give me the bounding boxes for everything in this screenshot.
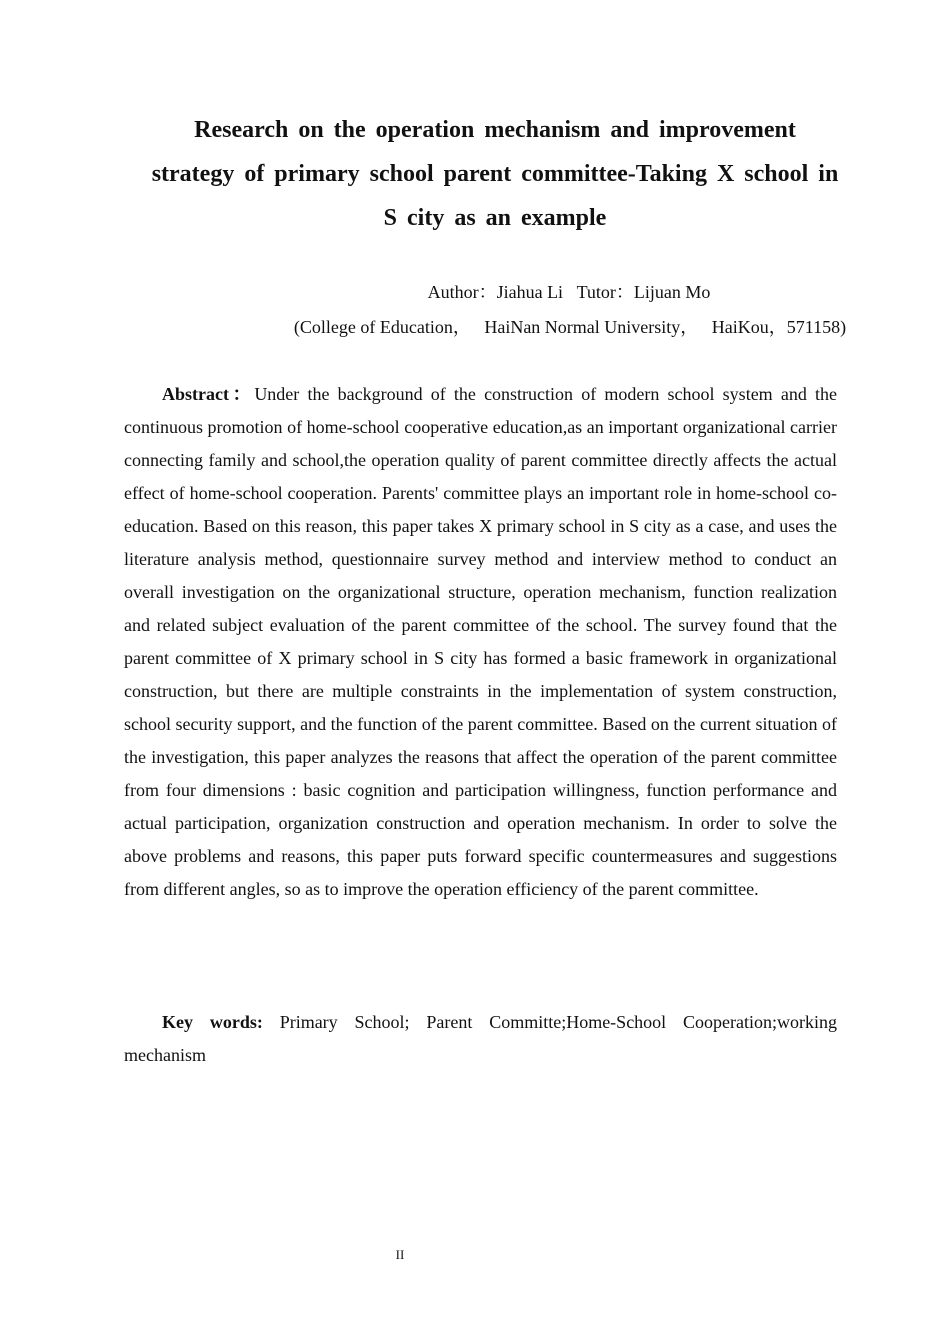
author-label: Author： — [427, 282, 497, 302]
abstract-label: Abstract： — [162, 384, 255, 404]
author-name: Jiahua Li — [496, 282, 564, 302]
keywords-paragraph — [124, 1006, 837, 1072]
tutor-label: Tutor： — [576, 282, 634, 302]
affiliation-city: HaiKou，571158) — [711, 317, 847, 337]
author-line — [120, 280, 880, 304]
abstract-paragraph — [124, 378, 837, 906]
affiliation-university: HaiNan Normal University， — [484, 317, 699, 337]
page-number: II — [395, 1247, 405, 1262]
keywords-text: Primary School; Parent Committe;Home-School Cooperation;working mechanism — [124, 1012, 837, 1065]
tutor-name: Lijuan Mo — [633, 282, 711, 302]
abstract-text: Under the background of the construction of modern school system and the continuous promotion of home-school cooperative education,as an important organizational carrier connecting family and school,the operation quality of parent committee directly affects the actual effect of home-school cooperation. Parents' committee plays an important role in home-school co-education. Based on this reason, this paper takes X primary school in S city as a case, and uses the literature analysis method, questionnaire survey method and interview method to conduct an overall investigation on the organizational structure, operation mechanism, function realization and related subject evaluation of the parent committee of the school. The survey found that the parent committee of X primary school in S city has formed a basic framework in organizational construction, but there are multiple constraints in the implementation of system construction, school security support, and the function of the parent committee. Based on the current situation of the investigation, this paper analyzes the reasons that affect the operation of the parent committee from four dimensions : basic cognition and participation willingness, function performance and actual participation, organization construction and operation mechanism. In order to solve the above problems and reasons, this paper puts forward specific countermeasures and suggestions from different angles, so as to improve the operation efficiency of the parent committee. — [124, 384, 837, 899]
keywords-label: Key words: — [162, 1012, 263, 1032]
paper-title: Research on the operation mechanism and improvement strategy of primary school parent committee-Taking X school in S city as an example — [151, 117, 839, 231]
affiliation-line — [120, 315, 880, 339]
affiliation-college: (College of Education， — [293, 317, 471, 337]
